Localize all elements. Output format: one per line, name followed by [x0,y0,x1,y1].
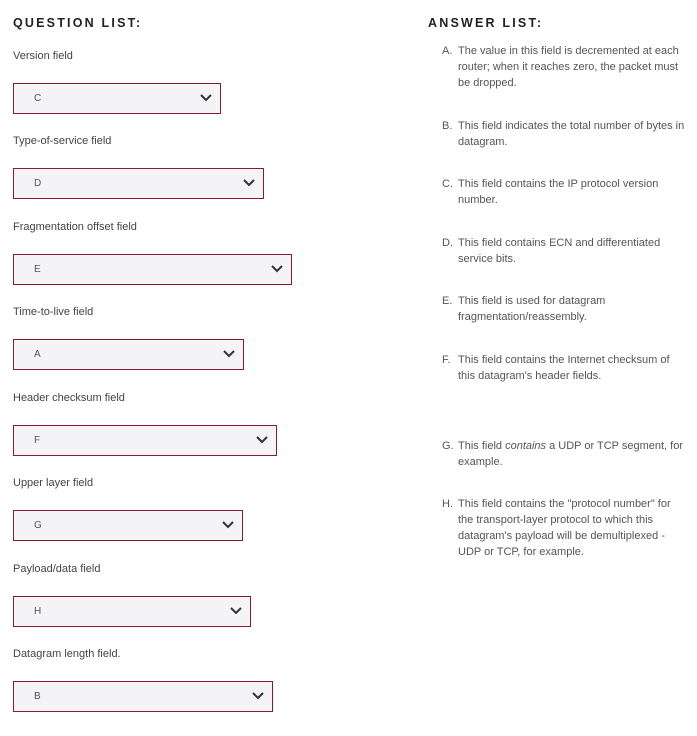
select-time-to-live[interactable] [13,339,244,370]
select-datagram-length[interactable] [13,681,273,712]
chevron-down-icon [223,350,235,358]
answer-letter: G. [442,440,454,452]
question-label-fragmentation-offset: Fragmentation offset field [13,221,137,233]
select-type-of-service[interactable] [13,168,264,199]
select-value: D [34,178,42,189]
answer-letter: A. [442,45,453,57]
answer-item-d [442,235,687,267]
select-fragmentation-offset[interactable] [13,254,292,285]
answer-letter: F. [442,354,451,366]
select-upper-layer[interactable] [13,510,243,541]
select-version[interactable] [13,83,221,114]
answer-item-h [442,496,687,560]
answer-text: This field contains the "protocol number" for the transport-layer protocol to which this datagram's payload will be demultiplexed - UDP or TCP, for example. [458,498,671,558]
answer-text: The value in this field is decremented at each router; when it reaches zero, the packet must be dropped. [458,45,679,89]
answer-item-f [442,352,687,384]
answer-item-b [442,118,687,150]
answer-letter: C. [442,178,453,190]
select-value: G [34,520,42,531]
answer-text: This field contains ECN and differentiated service bits. [458,237,661,265]
answer-letter: B. [442,120,453,132]
select-value: B [34,691,41,702]
answer-text: This field indicates the total number of bytes in datagram. [458,120,685,148]
chevron-down-icon [200,94,212,102]
question-label-upper-layer: Upper layer field [13,477,94,489]
select-value: H [34,606,42,617]
question-list-heading: QUESTION LIST: [13,16,143,30]
answer-list-heading: ANSWER LIST: [428,16,544,30]
select-payload[interactable] [13,596,251,627]
chevron-down-icon [230,607,242,615]
chevron-down-icon [256,436,268,444]
answer-letter: D. [442,237,453,249]
chevron-down-icon [222,521,234,529]
answer-text: This field contains the Internet checksum of this datagram's header fields. [458,354,670,382]
select-value: A [34,349,41,360]
select-header-checksum[interactable] [13,425,277,456]
select-value: E [34,264,41,275]
answer-text: This field contains a UDP or TCP segment, for example. [458,440,684,468]
question-label-payload: Payload/data field [13,563,101,575]
answer-text: This field contains the IP protocol version number. [458,178,659,206]
answer-letter: H. [442,498,453,510]
answer-item-a [442,43,687,91]
chevron-down-icon [252,692,264,700]
select-value: F [34,435,41,446]
question-label-header-checksum: Header checksum field [13,392,125,404]
question-label-version: Version field [13,50,73,62]
chevron-down-icon [243,179,255,187]
question-label-type-of-service: Type-of-service field [13,135,112,147]
question-label-datagram-length: Datagram length field. [13,648,121,660]
answer-item-g [442,438,687,470]
select-value: C [34,93,42,104]
answer-item-e [442,293,687,325]
chevron-down-icon [271,265,283,273]
answer-text: This field is used for datagram fragmentation/reassembly. [458,295,606,323]
answer-letter: E. [442,295,453,307]
answer-item-c [442,176,687,208]
question-label-time-to-live: Time-to-live field [13,306,94,318]
